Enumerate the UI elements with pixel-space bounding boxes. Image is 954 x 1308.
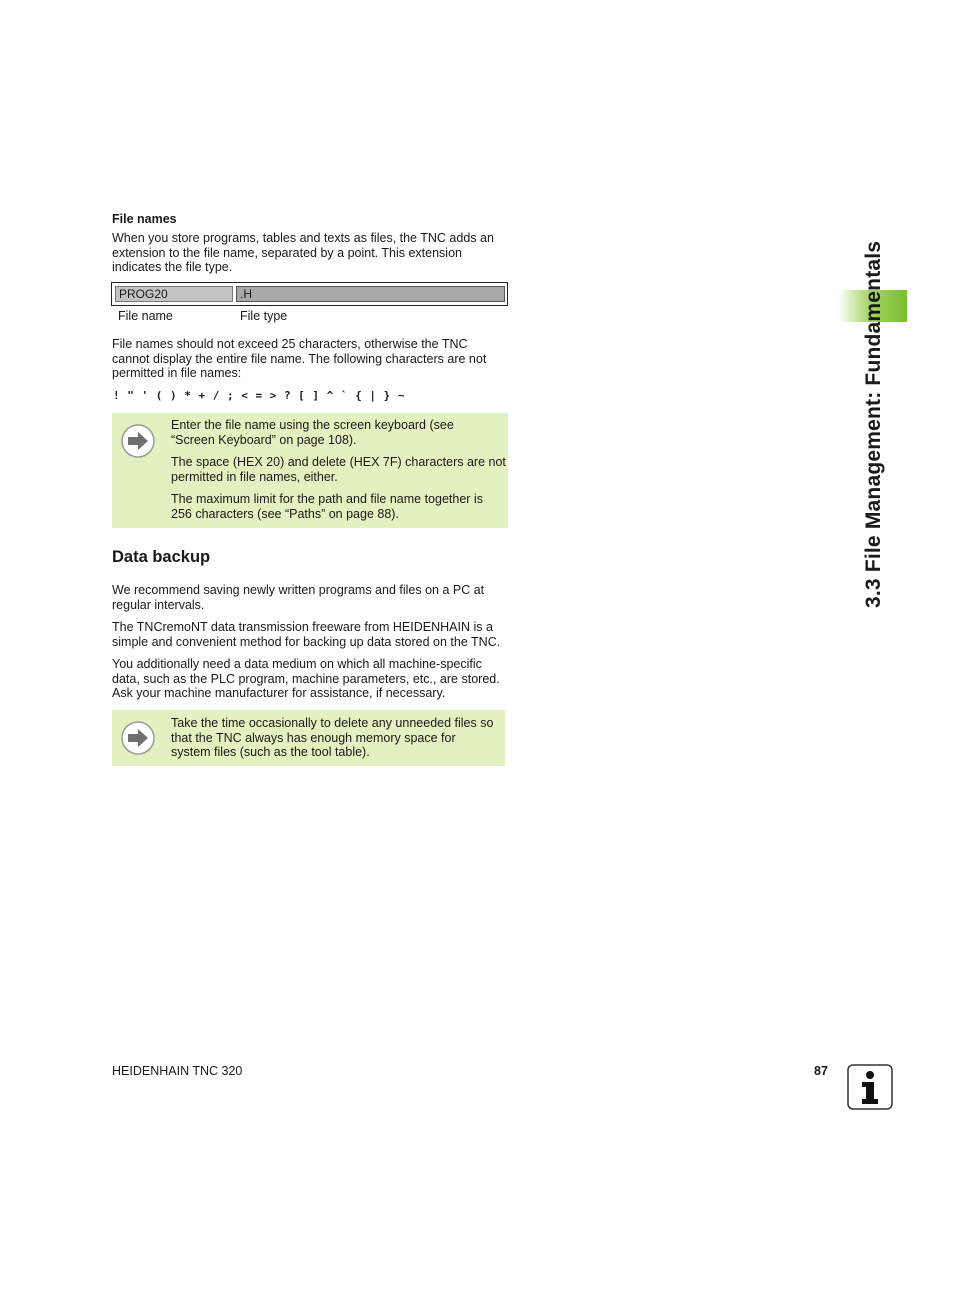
length-note-line: cannot display the entire file name. The following characters are not (112, 351, 487, 366)
info-icon (846, 1063, 894, 1111)
note-file-names (112, 413, 508, 528)
note-line: Enter the file name using the screen keyboard (see (171, 418, 454, 432)
note-line: 256 characters (see “Paths” on page 88). (171, 506, 399, 521)
file-names-heading: File names (112, 212, 177, 226)
filename-example-name: PROG20 (115, 286, 233, 302)
note-paragraph (171, 492, 483, 521)
paragraph-line: regular intervals. (112, 597, 205, 612)
paragraph-line: Ask your machine manufacturer for assistance, if necessary. (112, 686, 446, 700)
file-names-intro (112, 231, 494, 275)
note-paragraph (171, 455, 506, 484)
note-paragraph (171, 418, 454, 447)
paragraph-line: You additionally need a data medium on which all machine-specific (112, 657, 482, 671)
note-line: The space (HEX 20) and delete (HEX 7F) characters are not (171, 455, 506, 469)
label-file-type: File type (240, 309, 288, 323)
note-data-backup (112, 710, 505, 766)
intro-line: extension to the file name, separated by a point. This extension (112, 245, 462, 260)
data-backup-title: Data backup (112, 548, 211, 566)
note-line: that the TNC always has enough memory space for (171, 730, 456, 745)
file-names-length-note (112, 337, 486, 381)
paragraph-line: We recommend saving newly written programs and files on a PC at (112, 583, 485, 597)
note-line: “Screen Keyboard” on page 108). (171, 432, 357, 447)
paragraph-line: simple and convenient method for backing up data stored on the TNC. (112, 634, 501, 649)
filename-example-box (111, 282, 508, 306)
paragraph-line: data, such as the PLC program, machine parameters, etc., are stored. (112, 671, 500, 686)
length-note-line: permitted in file names: (112, 366, 242, 380)
arrow-right-icon (121, 424, 155, 458)
note-line: permitted in file names, either. (171, 469, 338, 484)
page-number: 87 (814, 1064, 828, 1078)
data-backup-paragraph (112, 620, 500, 649)
filename-example-type: .H (236, 286, 505, 302)
data-backup-paragraph (112, 657, 500, 701)
note-line: system files (such as the tool table). (171, 745, 370, 759)
length-note-line: File names should not exceed 25 characters, otherwise the TNC (112, 337, 468, 351)
note-line: Take the time occasionally to delete any unneeded files so (171, 716, 494, 730)
footer-product: HEIDENHAIN TNC 320 (112, 1064, 243, 1078)
data-backup-paragraph (112, 583, 484, 612)
intro-line: When you store programs, tables and texts as files, the TNC adds an (112, 231, 494, 245)
forbidden-characters: ! " ' ( ) * + / ; < = > ? [ ] ^ ` { | } ~ (113, 389, 406, 402)
section-title-vertical: 3.3 File Management: Fundamentals (862, 240, 885, 608)
note-line: The maximum limit for the path and file name together is (171, 492, 483, 506)
note-paragraph (171, 716, 493, 760)
label-file-name: File name (118, 309, 173, 323)
paragraph-line: The TNCremoNT data transmission freeware from HEIDENHAIN is a (112, 620, 493, 634)
arrow-right-icon (121, 721, 155, 755)
intro-line: indicates the file type. (112, 260, 233, 274)
